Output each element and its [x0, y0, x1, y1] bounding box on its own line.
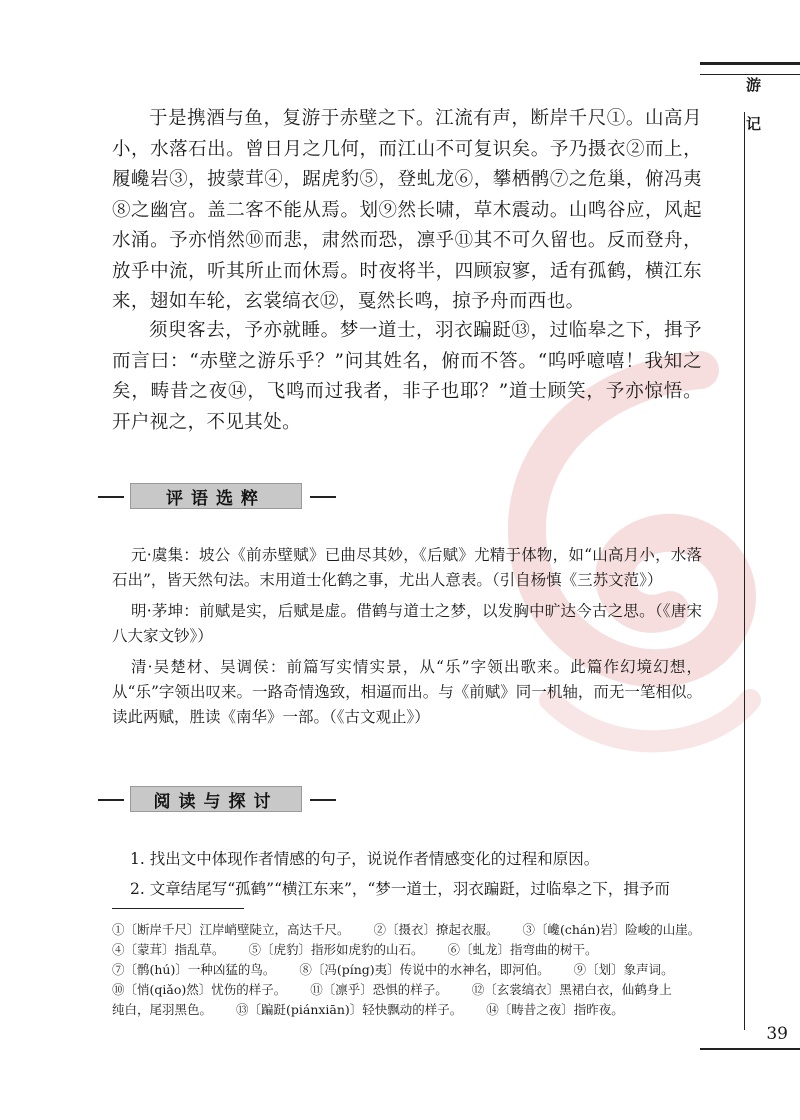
comment-wu-chucai: 清·吴楚材、吴调侯：前篇写实情实景，从“乐”字领出歌来。此篇作幻境幻想，从“乐”字领出叹来。一路奇情逸致，相逼而出。与《前赋》同一机轴，而无一笔相似。读此两赋，胜读《南华》一部。（《古文观止》） [112, 658, 702, 726]
margin-vertical-rule [744, 112, 745, 1030]
footnote-entry: ①〔断岸千尺〕江岸峭壁陡立，高达千尺。 [112, 922, 350, 937]
heading-dash-left [98, 799, 124, 801]
footnote-entry: ⑧〔冯(píng)夷〕传说中的水神名，即河伯。 [299, 962, 550, 977]
footnote-entry: ②〔摄衣〕撩起衣服。 [373, 922, 499, 937]
questions-list [112, 846, 702, 906]
footnote-entry: ③〔巉(chán)岩〕险峻的山崖。 [522, 922, 701, 937]
side-label-char-1: 游 [746, 76, 762, 94]
footnote-line [112, 960, 712, 980]
footnote-entry: ⑨〔划〕象声词。 [573, 962, 674, 977]
footnote-entry: ⑦〔鹘(hú)〕一种凶猛的鸟。 [112, 962, 276, 977]
footnote-entry: ⑤〔虎豹〕指形如虎豹的山石。 [248, 942, 424, 957]
footnotes [112, 920, 712, 1020]
footnote-entry: ⑩〔悄(qiǎo)然〕忧伤的样子。 [112, 982, 287, 997]
page-number: 39 [766, 1024, 788, 1044]
heading-dash-left [98, 496, 124, 498]
header-rule-thick [700, 62, 800, 65]
footnote-line [112, 920, 712, 940]
heading-label: 阅读与探讨 [153, 792, 279, 812]
heading-label: 评语选粹 [166, 489, 266, 509]
footnote-entry: ⑭〔畴昔之夜〕指昨夜。 [486, 1002, 624, 1017]
footnote-entry: 纯白，尾羽黑色。 [112, 1002, 213, 1017]
heading-dash-right [310, 496, 336, 498]
footnote-entry: ④〔蒙茸〕指乱草。 [112, 942, 225, 957]
paragraph-text: 须臾客去，予亦就睡。梦一道士，羽衣蹁跹⑬，过临皋之下，揖予而言曰：“赤壁之游乐乎？”问其姓名，俯而不答。“呜呼噫嘻！我知之矣，畴昔之夜⑭，飞鸣而过我者，非子也耶？”道士顾笑，予亦惊悟。开户视之，不见其处。 [112, 320, 702, 433]
comments-block [112, 543, 702, 736]
footnote-entry: ⑪〔凛乎〕恐惧的样子。 [310, 982, 448, 997]
section-heading-comments [98, 483, 328, 511]
footnote-entry: ⑥〔虬龙〕指弯曲的树干。 [447, 942, 598, 957]
paragraph-text: 于是携酒与鱼，复游于赤壁之下。江流有声，断岸千尺①。山高月小，水落石出。曾日月之几何，而江山不可复识矣。予乃摄衣②而上，履巉岩③，披蒙茸④，踞虎豹⑤，登虬龙⑥，攀栖鹘⑦之危巢，俯冯夷⑧之幽宫。盖二客不能从焉。划⑨然长啸，草木震动。山鸣谷应，风起水涌。予亦悄然⑩而悲，肃然而恐，凛乎⑪其不可久留也。反而登舟，放乎中流，听其所止而休焉。时夜将半，四顾寂寥，适有孤鹤，横江东来，翅如车轮，玄裳缟衣⑫，戛然长鸣，掠予舟而西也。 [112, 108, 702, 312]
question-1: 1. 找出文中体现作者情感的句子，说说作者情感变化的过程和原因。 [130, 850, 600, 868]
footnote-line [112, 940, 712, 960]
comment-mao-kun: 明·茅坤：前赋是实，后赋是虚。借鹤与道士之梦，以发胸中旷达今古之思。（《唐宋八大家文钞》） [112, 602, 702, 645]
main-text-paragraph-1 [112, 104, 702, 318]
question-2: 2. 文章结尾写“孤鹤”“横江东来”，“梦一道士，羽衣蹁跹，过临皋之下，揖予而 [130, 880, 670, 898]
footnote-line [112, 1000, 712, 1020]
side-label-char-2: 记 [746, 115, 762, 133]
main-text-paragraph-2 [112, 316, 702, 438]
heading-dash-right [310, 799, 336, 801]
footnote-line [112, 980, 712, 1000]
comment-yu-ji: 元·虞集：坡公《前赤壁赋》已曲尽其妙，《后赋》尤精于体物，如“山高月小，水落石出”，皆天然句法。末用道士化鹤之事，尤出人意表。（引自杨慎《三苏文范》） [112, 546, 702, 589]
footnote-rule [112, 908, 244, 909]
footer-rule [700, 1048, 800, 1050]
section-heading-reading [98, 786, 328, 814]
footnote-entry: ⑬〔蹁跹(piánxiān)〕轻快飘动的样子。 [236, 1002, 463, 1017]
footnote-entry: ⑫〔玄裳缟衣〕黑裙白衣，仙鹤身上 [471, 982, 672, 997]
